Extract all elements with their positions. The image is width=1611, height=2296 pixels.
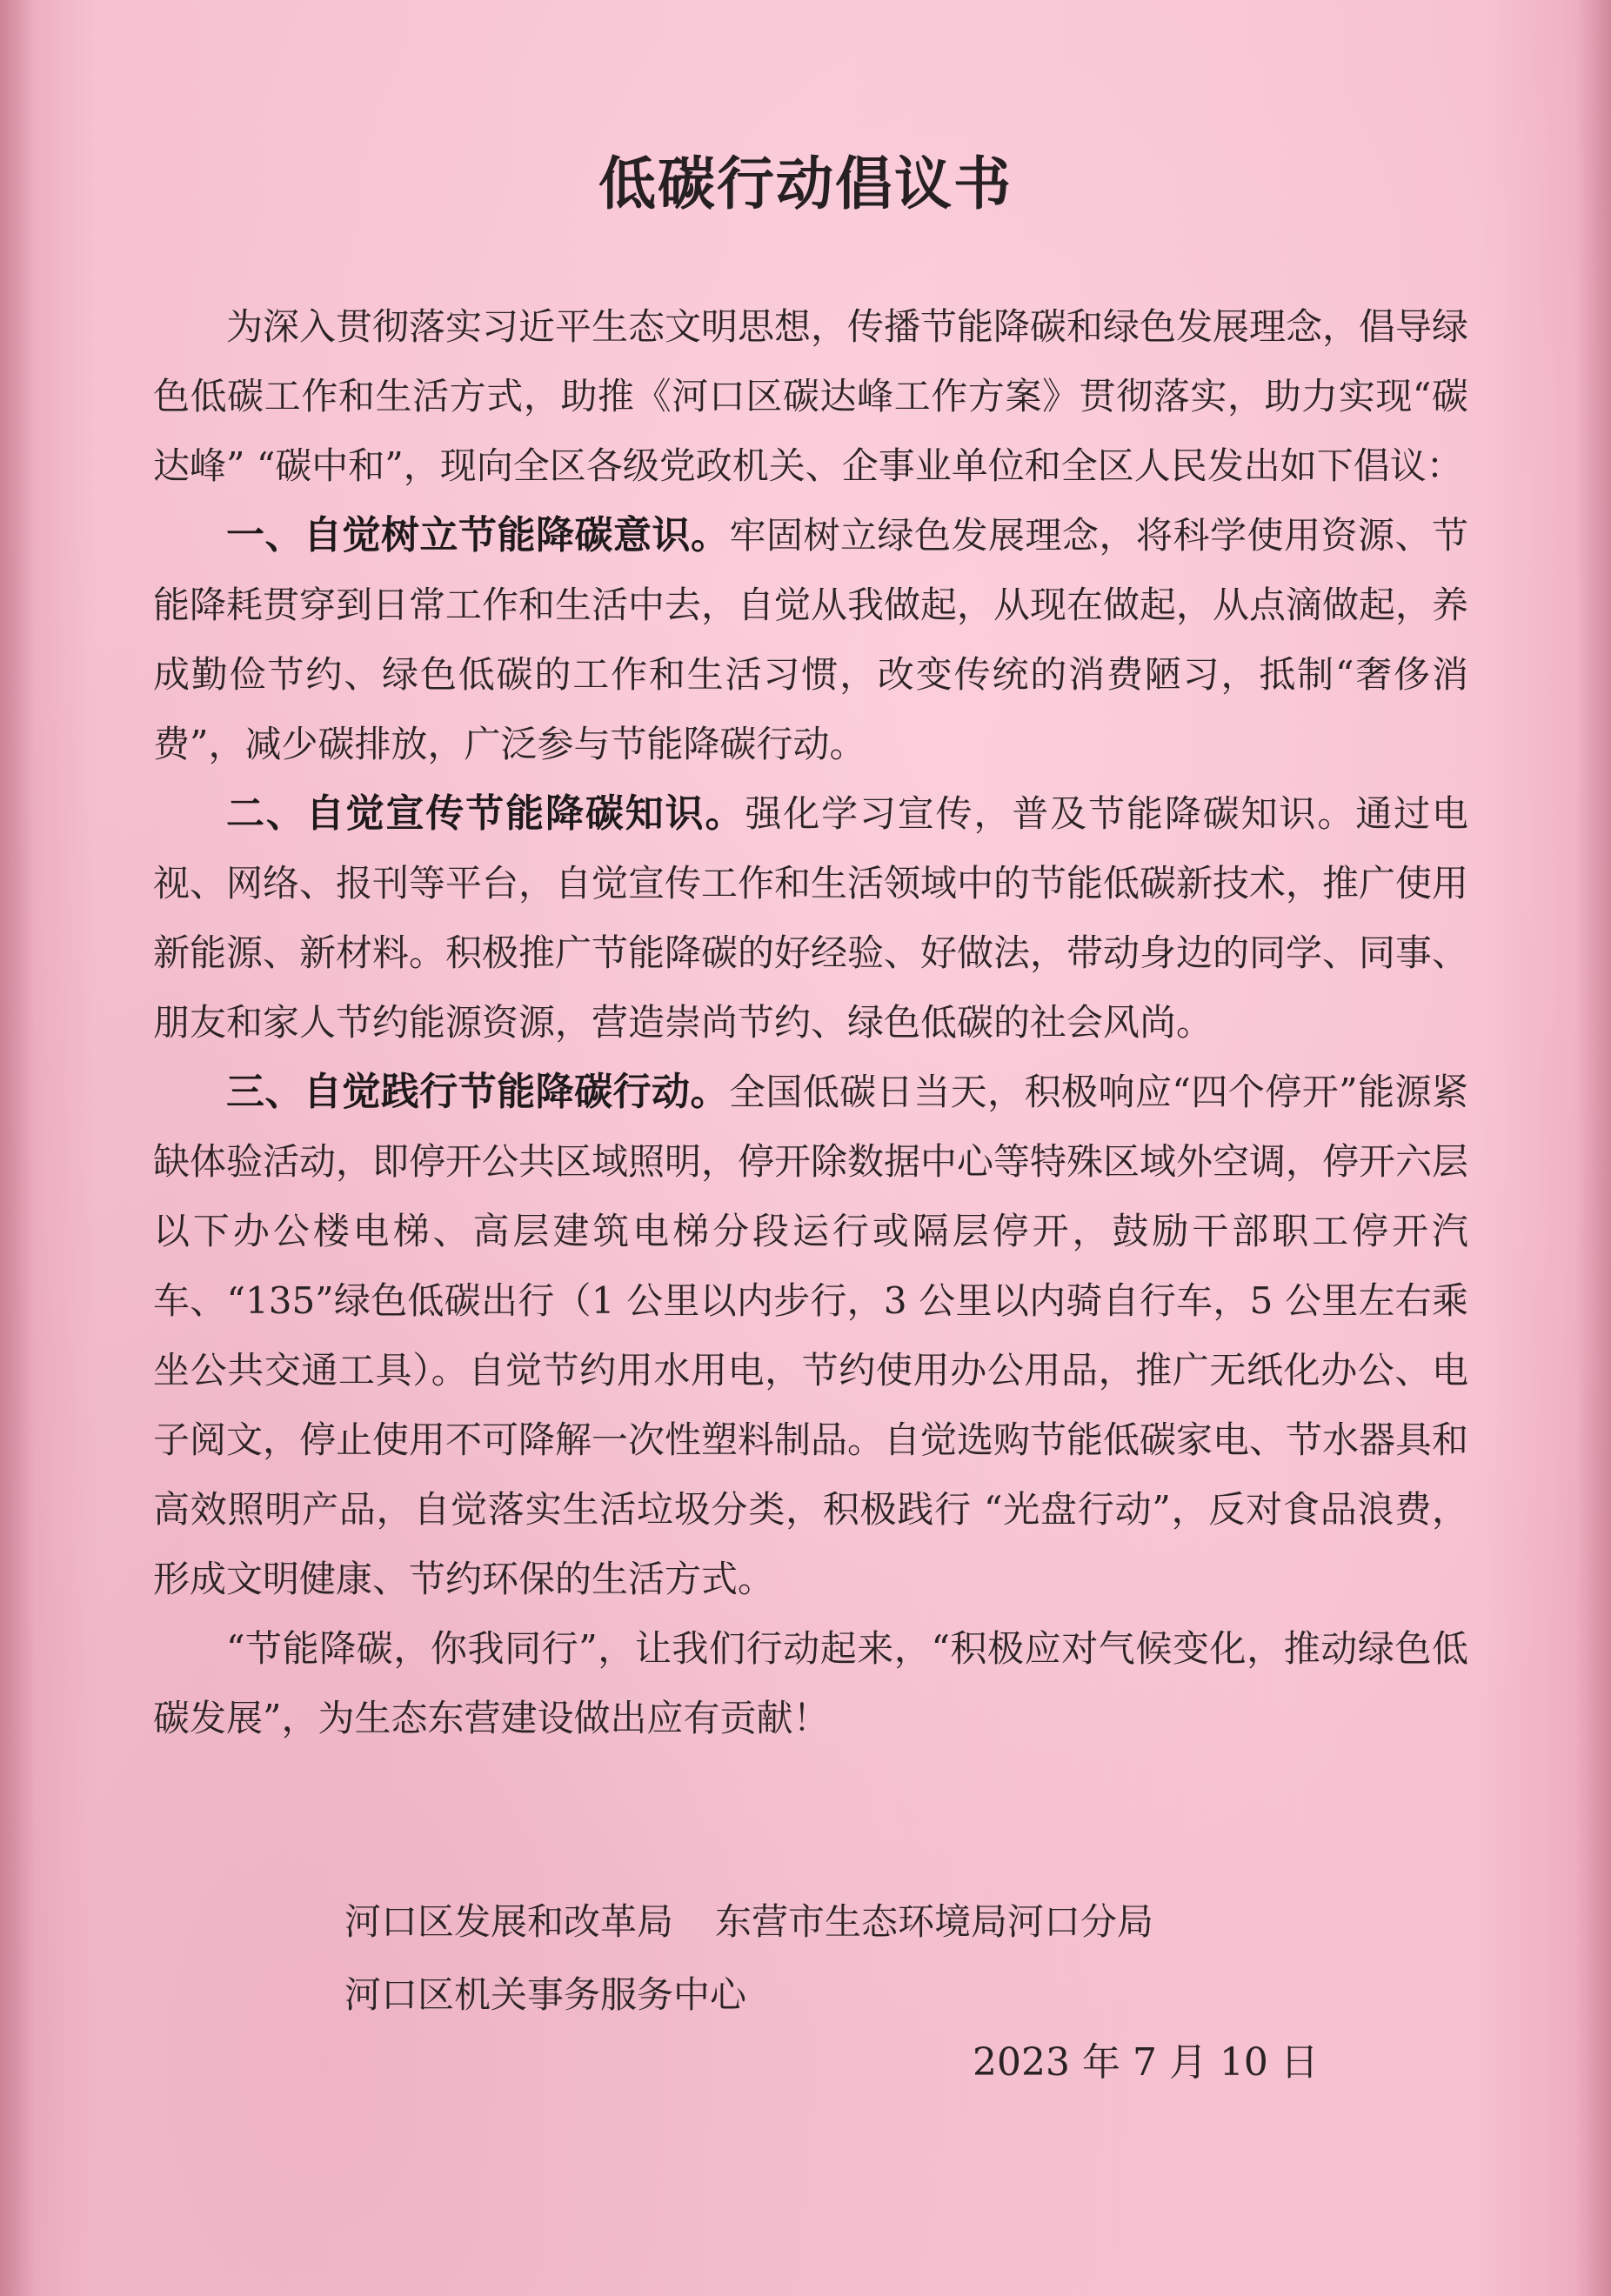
paper-right-edge [1576,0,1611,2296]
section-paragraph-2 [153,779,1468,1058]
signatory-block [344,1886,1153,2032]
document-title: 低碳行动倡议书 [598,150,1013,217]
section-heading-1: 一、自觉树立节能降碳意识。 [226,513,730,557]
section-text-1: 牢固树立绿色发展理念，将科学使用资源、节能降耗贯穿到日常工作和生活中去，自觉从我做起，从现在做起，从点滴做起，养成勤俭节约、绿色低碳的工作和生活习惯，改变传统的消费陋习，抵制“奢侈消费”，减少碳排放，广泛参与节能降碳行动。 [153,514,1469,765]
document-date: 2023 年 7 月 10 日 [973,2040,1319,2085]
section-paragraph-1 [153,501,1468,779]
intro-paragraph: 为深入贯彻落实习近平生态文明思想，传播节能降碳和绿色发展理念，倡导绿色低碳工作和生活方式，助推《河口区碳达峰工作方案》贯彻落实，助力实现“碳达峰” “碳中和”，现向全区各级党政机关、企事业单位和全区人民发出如下倡议： [153,305,1469,487]
signatory-row-2 [344,1959,1153,2032]
section-text-2: 强化学习宣传，普及节能降碳知识。通过电视、网络、报刊等平台，自觉宣传工作和生活领域中的节能低碳新技术，推广使用新能源、新材料。积极推广节能降碳的好经验、好做法，带动身边的同学、同事、朋友和家人节约能源资源，营造崇尚节约、绿色低碳的社会风尚。 [153,792,1469,1044]
section-text-3: 全国低碳日当天，积极响应“四个停开”能源紧缺体验活动，即停开公共区域照明，停开除数据中心等特殊区域外空调，停开六层以下办公楼电梯、高层建筑电梯分段运行或隔层停开，鼓励干部职工停开汽车、“135”绿色低碳出行（1 公里以内步行，3 公里以内骑自行车，5 公里左右乘坐公共交通工具）。自觉节约用水用电，节约使用办公用品，推广无纸化办公、电子阅文，停止使用不可降解一次性塑料制品。自觉选购节能低碳家电、节水器具和高效照明产品，自觉落实生活垃圾分类，积极践行 “光盘行动”，反对食品浪费，形成文明健康、节约环保的生活方式。 [153,1071,1469,1600]
section-heading-3: 三、自觉践行节能降碳行动。 [226,1070,729,1114]
signatory-3: 河口区机关事务服务中心 [344,1973,747,2016]
section-heading-2: 二、自觉宣传节能降碳知识。 [226,791,745,836]
document-body [153,292,1468,1753]
section-paragraph-3 [153,1058,1468,1614]
closing-paragraph: “节能降碳，你我同行”，让我们行动起来，“积极应对气候变化，推动绿色低碳发展”，为生态东营建设做出应有贡献！ [153,1627,1468,1739]
signatory-2: 东营市生态环境局河口分局 [715,1900,1154,1943]
signatory-1: 河口区发展和改革局 [344,1900,674,1943]
signatory-row-1 [344,1886,1153,1959]
paper-left-edge [0,0,35,2296]
